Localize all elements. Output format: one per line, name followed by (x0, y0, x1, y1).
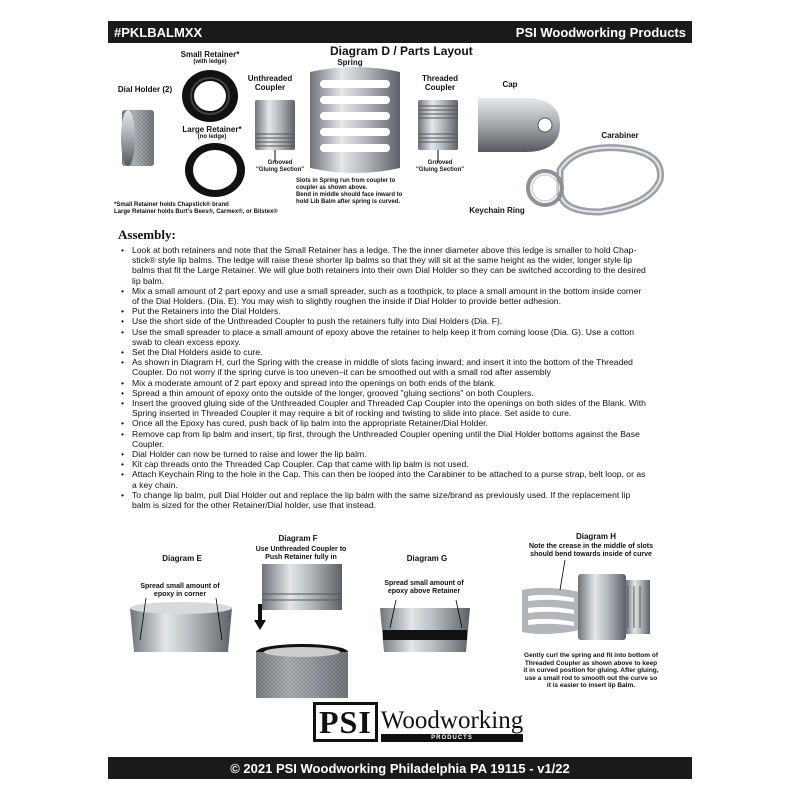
diagram-g-note-1: Spread small amount of (384, 580, 464, 587)
assembly-step-line: balms that fit the Large Retainer. We will glue both retainers into their own Dial Holder so they can be switched according to the desired (132, 265, 646, 276)
assembly-step-line: • Insert the grooved gluing side of the Unthreaded Coupler and Threaded Cap Coupler into the openings on both sides of the Blank. With (132, 398, 646, 409)
diagram-h-top-1: Note the crease in the middle of slots (528, 543, 654, 550)
assembly-step-line: • Use the short side of the Unthreaded Coupler to push the retainers fully into Dial Holders (Dia. F). (132, 316, 503, 327)
assembly-step-line: • Spread a thin amount of epoxy onto the outside of the longer, grooved "gluing sections" on both Couplers. (132, 387, 534, 398)
assembly-step-line: • Kit cap threads onto the Threaded Cap Coupler. Cap that came with lip balm is not used. (132, 459, 469, 470)
diagram-e-title: Diagram E (162, 554, 202, 563)
keychain-ring-label: Keychain Ring (469, 206, 525, 215)
diagram-h-image (522, 560, 650, 640)
grooved-left-line-1: Grooved (267, 160, 293, 166)
assembly-step-line: Spring inserted in Threaded Coupler it may require a bit of rocking and twisting to slide into place. Set aside to cure. (132, 408, 572, 419)
assembly-step-line: • As shown in Diagram H, curl the Spring with the crease in middle of slots facing inward; and insert it into the bottom of the Threaded (132, 357, 633, 368)
small-retainer-label: Small Retainer* (180, 50, 240, 59)
cap-label: Cap (502, 80, 518, 89)
unthreaded-line-1: Unthreaded (247, 74, 293, 83)
diagram-f-note-1: Use Unthreaded Coupler to (255, 546, 347, 553)
assembly-heading: Assembly: (118, 227, 176, 242)
grooved-right-line-2: "Gluing Section" (415, 167, 465, 173)
diagram-h-bottom-3: it in curved position for gluing. After gluing, (523, 667, 659, 674)
diagram-h-bottom-4: use a small rod to smooth out the curve so (524, 674, 658, 682)
spring-note-line-2: coupler as shown above. (296, 185, 368, 191)
footer-bar (108, 757, 692, 779)
diagram-h-bottom-1: Gently curl the spring and fit into bottom of (524, 652, 658, 659)
assembly-step-line: • Mix a small amount of 2 part epoxy and use a small spreader, such as a toothpick, to place a small amount in the bottom inside corner (132, 285, 642, 296)
unthreaded-line-2: Coupler (254, 83, 286, 92)
diagram-e-image (130, 598, 232, 652)
spring-note-line-3: Bend in middle should face inward to (296, 192, 403, 198)
assembly-step-line: • Set the Dial Holders aside to cure. (132, 347, 263, 358)
spring-label: Spring (337, 58, 363, 67)
diagram-h-top-2: should bend towards inside of curve (530, 551, 652, 558)
assembly-step-line: • Once all the Epoxy has cured, push back of lip balm into the appropriate Retainer/Dial Holder. (132, 418, 488, 429)
assembly-step-line: • Dial Holder can now be turned to raise and lower the lip balm. (132, 449, 367, 460)
small-retainer-note: (with ledge) (193, 59, 227, 65)
assembly-step-line: of the Dial Holders. (Dia. E). You may wish to slightly roughen the inside if Dial Holder to provide better adhesion. (132, 296, 561, 307)
logo-mark: PSI (313, 702, 378, 742)
assembly-step-line: • Use the small spreader to place a small amount of epoxy above the retainer to help keep it from coming loose (Dia. G). Use a cotton (132, 326, 635, 337)
grooved-right-line-1: Grooved (427, 160, 453, 166)
assembly-step-line: lip balm. (132, 275, 164, 286)
assembly-step-line: • Put the Retainers into the Dial Holders. (132, 306, 281, 317)
diagram-f-title: Diagram F (278, 534, 318, 543)
diagram-h-title: Diagram H (575, 532, 616, 541)
logo-sub: PRODUCTS (381, 734, 523, 742)
diagram-f-image (254, 564, 348, 698)
assembly-step-line: • To change lip balm, pull Dial Holder out and replace the lip balm with the same size/brand as previously used. If the replacement lip (132, 489, 631, 500)
large-retainer-label: Large Retainer* (182, 125, 242, 134)
product-code: #PKLBALMXX (114, 24, 203, 40)
footer-text: © 2021 PSI Woodworking Philadelphia PA 19115 - v1/22 (230, 760, 570, 776)
diagram-g-note-2: epoxy above Retainer (387, 588, 461, 595)
assembly-step-line: Coupler. (132, 438, 165, 449)
assembly-step-line: • Attach Keychain Ring to the hole in the Cap. This can then be looped into the Carabiner to be attached to a purse strap, belt loop, or as (132, 469, 646, 480)
diagram-h-bottom-5: it is easier to insert lip Balm. (546, 682, 636, 689)
diagram-e-note-2: epoxy in corner (153, 591, 207, 598)
diagram-h-bottom-2: Threaded Coupler as shown above to keep (524, 659, 658, 667)
assembly-step-line: stick® style lip balms. The ledge will raise these shorter lip balms so that they will sit at the same height as the wider, longer style lip (132, 255, 633, 266)
threaded-line-2: Coupler (424, 83, 456, 92)
spring-note-line-1: Slots in Spring run from coupler to (296, 178, 396, 184)
assembly-step-line: • Mix a moderate amount of 2 part epoxy and spread into the openings on both ends of the blank. (132, 377, 497, 388)
spring-note-line-4: hold Lib Balm after spring is curved. (296, 199, 401, 205)
assembly-step-line: Coupler. Do not worry if the spring curve is too uneven–it can be smoothed out with a small rod after assembly (132, 367, 551, 378)
parts-layout-title: Diagram D / Parts Layout (330, 44, 473, 58)
assembly-step-line: • Remove cap from lip balm and insert, tip first, through the Unthreaded Coupler opening until the Dial Holder bottoms against the Base (132, 428, 640, 439)
psi-logo (313, 702, 523, 742)
assembly-step-line: • Look at both retainers and note that the Small Retainer has a ledge. The the inner diameter above this ledge is smaller to hold Chap- (132, 245, 637, 255)
diagram-e-note-1: Spread small amount of (140, 583, 220, 590)
company-name: PSI Woodworking Products (515, 24, 686, 40)
logo-word: Woodworking (380, 707, 524, 734)
grooved-left-line-2: "Gluing Section" (255, 167, 305, 173)
large-retainer-note: (no ledge) (197, 134, 227, 140)
assembly-step-line: swab to clean excess epoxy. (132, 336, 241, 347)
dial-holder-label: Dial Holder (2) (117, 85, 173, 94)
carabiner-label: Carabiner (601, 131, 639, 140)
retainer-note-1: *Small Retainer holds Chapstick® brand (114, 202, 229, 208)
assembly-step-line: a key chain. (132, 479, 178, 490)
retainer-note-2: Large Retainer holds Burt's Bees®, Carmex®, or Blistex® (114, 209, 278, 215)
assembly-step-line: balm is sized for the other Retainer/Dial holder, use that instead. (132, 500, 377, 511)
diagram-f-note-2: Push Retainer fully in (265, 554, 337, 561)
diagram-g-title: Diagram G (406, 554, 448, 563)
threaded-line-1: Threaded (421, 74, 458, 83)
diagram-g-image (380, 600, 470, 652)
